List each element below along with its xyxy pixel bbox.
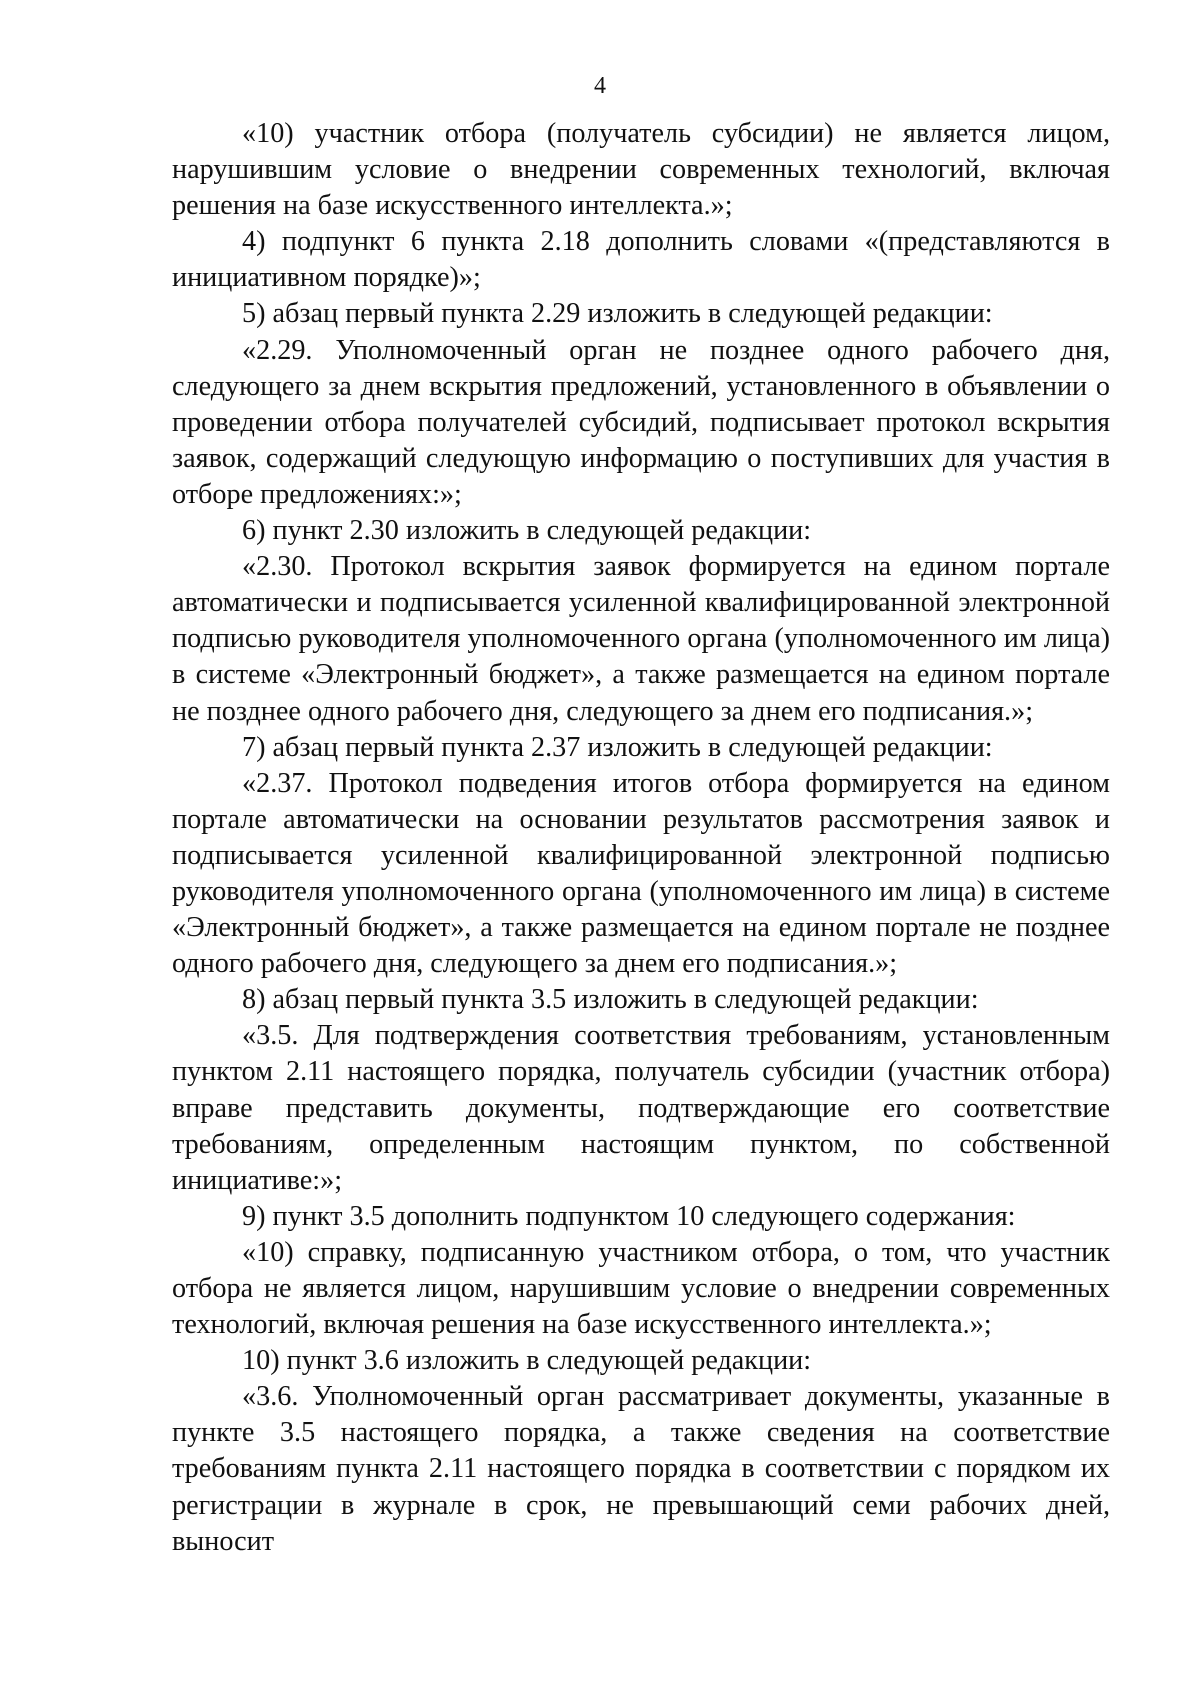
paragraph-14: «3.6. Уполномоченный орган рассматривает документы, указанные в пункте 3.5 настоящего порядка, а также сведения на соответствие требованиям пункта 2.11 настоящего порядка в соответствии с порядком их регистрации в журнале в срок, не превышающий семи рабочих дней, выносит	[172, 1381, 1110, 1557]
document-body	[172, 116, 1110, 1560]
paragraph-7: 7) абзац первый пункта 2.37 изложить в следующей редакции:	[242, 731, 993, 763]
page-number: 4	[594, 73, 606, 99]
paragraph-13: 10) пункт 3.6 изложить в следующей редакции:	[242, 1345, 812, 1377]
paragraph-10: «3.5. Для подтверждения соответствия требованиям, установленным пунктом 2.11 настоящего порядка, получатель субсидии (участник отбора) вправе представить документы, подтверждающие его соответствие требованиям, определенным настоящим пунктом, по собственной инициативе:»;	[172, 1020, 1110, 1196]
paragraph-4: «2.29. Уполномоченный орган не позднее одного рабочего дня, следующего за днем вскрытия предложений, установленного в объявлении о проведении отбора получателей субсидий, подписывает протокол вскрытия заявок, содержащий следующую информацию о поступивших для участия в отборе предложениях:»;	[172, 334, 1110, 510]
paragraph-2: 4) подпункт 6 пункта 2.18 дополнить словами «(представляются в инициативном порядке)»;	[172, 226, 1110, 294]
paragraph-9: 8) абзац первый пункта 3.5 изложить в следующей редакции:	[242, 984, 979, 1016]
paragraph-12: «10) справку, подписанную участником отбора, о том, что участник отбора не является лицом, нарушившим условие о внедрении современных технологий, включая решения на базе искусственного интеллекта.»;	[172, 1236, 1110, 1341]
paragraph-8: «2.37. Протокол подведения итогов отбора формируется на едином портале автоматически на основании результатов рассмотрения заявок и подписывается усиленной квалифицированной электронной подписью руководителя уполномоченного органа (уполномоченного им лица) в системе «Электронный бюджет», а также размещается на едином портале не позднее одного рабочего дня, следующего за днем его подписания.»;	[172, 767, 1110, 980]
paragraph-6: «2.30. Протокол вскрытия заявок формируется на едином портале автоматически и подписывается усиленной квалифицированной электронной подписью руководителя уполномоченного органа (уполномоченного им лица) в системе «Электронный бюджет», а также размещается на едином портале не позднее одного рабочего дня, следующего за днем его подписания.»;	[172, 551, 1110, 727]
paragraph-1: «10) участник отбора (получатель субсидии) не является лицом, нарушившим условие о внедрении современных технологий, включая решения на базе искусственного интеллекта.»;	[172, 118, 1110, 222]
paragraph-5: 6) пункт 2.30 изложить в следующей редакции:	[242, 515, 812, 547]
paragraph-11: 9) пункт 3.5 дополнить подпунктом 10 следующего содержания:	[242, 1200, 1016, 1232]
paragraph-3: 5) абзац первый пункта 2.29 изложить в следующей редакции:	[242, 298, 993, 330]
